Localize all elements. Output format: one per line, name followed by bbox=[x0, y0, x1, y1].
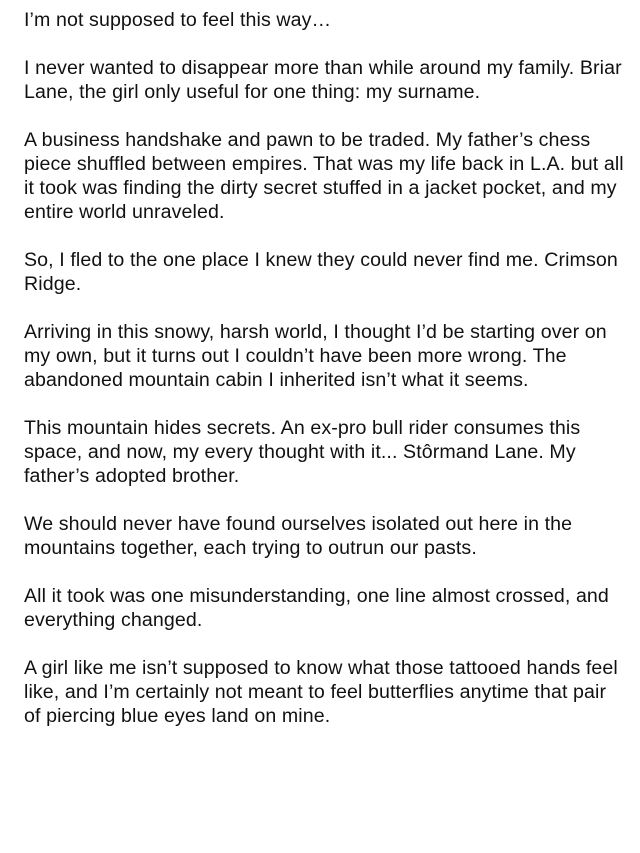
paragraph-fled: So, I fled to the one place I knew they could never find me. Crimson Ridge. bbox=[24, 249, 618, 295]
paragraph-isolated: We should never have found ourselves isolated out here in the mountains together, each trying to outrun our pasts. bbox=[24, 513, 573, 559]
paragraph-closing: A girl like me isn’t supposed to know what those tattooed hands feel like, and I’m certainly not meant to feel butterflies anytime that pair of piercing blue eyes land on mine. bbox=[24, 657, 618, 727]
paragraph-opening-line: I’m not supposed to feel this way… bbox=[24, 9, 332, 31]
document-body bbox=[24, 8, 624, 728]
paragraph-family: I never wanted to disappear more than while around my family. Briar Lane, the girl only useful for one thing: my surname. bbox=[24, 57, 622, 103]
paragraph-misunderstanding: All it took was one misunderstanding, one line almost crossed, and everything changed. bbox=[24, 585, 609, 631]
paragraph-arriving: Arriving in this snowy, harsh world, I thought I’d be starting over on my own, but it turns out I couldn’t have been more wrong. The abandoned mountain cabin I inherited isn’t what it seems. bbox=[24, 321, 607, 391]
paragraph-mountain-secrets: This mountain hides secrets. An ex-pro bull rider consumes this space, and now, my every thought with it... Stôrmand Lane. My father’s adopted brother. bbox=[24, 417, 581, 487]
paragraph-business-handshake: A business handshake and pawn to be traded. My father’s chess piece shuffled between empires. That was my life back in L.A. but all it took was finding the dirty secret stuffed in a jacket pocket, and my entire world unraveled. bbox=[24, 129, 624, 223]
